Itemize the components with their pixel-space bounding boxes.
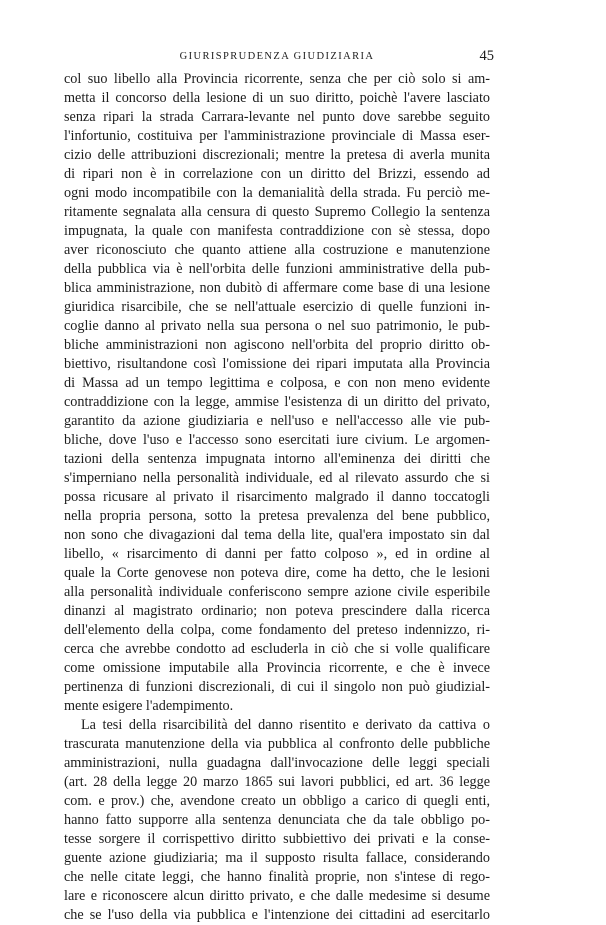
text-line: metta il concorso della lesione di un suo diritto, poichè l'avere lasciato xyxy=(64,90,490,106)
text-line: senza ripari la strada Carrara-levante nel punto dove sarebbe seguito xyxy=(64,109,490,125)
text-line: tesse sorgere il corrispettivo diritto subbiettivo dei privati e la conse- xyxy=(64,831,490,847)
text-line: l'infortunio, costituiva per l'amministrazione provinciale di Massa eser- xyxy=(64,128,490,144)
text-line: giuridica risarcibile, che se nell'attuale esercizio di quelle funzioni in- xyxy=(64,299,490,315)
text-line: come omissione imputabile alla Provincia ricorrente, e che è invece xyxy=(64,660,490,676)
text-line: blica amministrazione, non dubitò di affermare come base di una lesione xyxy=(64,280,490,296)
text-line: possa ricusare al privato il risarcimento malgrado il danno toccatogli xyxy=(64,489,490,505)
text-line: che nelle citate leggi, che hanno finalità proprie, non s'intese di rego- xyxy=(64,869,490,885)
text-line: di Massa ad un tempo legittima e colposa, e con non meno evidente xyxy=(64,375,490,391)
text-line: che se l'uso della via pubblica e l'intenzione dei cittadini ad esercitarlo xyxy=(64,907,490,923)
text-line: nella propria persona, sotto la pretesa prevalenza del bene pubblico, xyxy=(64,508,490,524)
text-line: garantito da azione giudiziaria e nell'uso e nell'accesso alle vie pub- xyxy=(64,413,490,429)
text-line: hanno fatto supporre alla sentenza denunciata che da tale obbligo po- xyxy=(64,812,490,828)
text-line: lare e riconoscere alcun diritto privato, e che dalle medesime si desume xyxy=(64,888,490,904)
text-line: trascurata manutenzione della via pubblica al confronto delle pubbliche xyxy=(64,736,490,752)
running-header xyxy=(64,48,494,65)
text-line: tazioni della sentenza impugnata intorno all'eminenza dei diritti che xyxy=(64,451,490,467)
text-line: della pubblica via è nell'orbita delle funzioni amministrative della pub- xyxy=(64,261,490,277)
text-line: bliche, dove l'uso e l'accesso sono esercitati iure civium. Le argomen- xyxy=(64,432,490,448)
text-line: s'imperniano nella personalità individuale, ed al rilevato assurdo che si xyxy=(64,470,490,486)
text-line: di ripari non è in correlazione con un diritto del Brizzi, essendo ad xyxy=(64,166,490,182)
running-title: GIURISPRUDENZA GIUDIZIARIA xyxy=(179,51,375,62)
text-line: libello, « risarcimento di danni per fatto colposo », ed in ordine al xyxy=(64,546,490,562)
text-line: alla personalità individuale conferiscono sempre azione civile esperibile xyxy=(64,584,490,600)
text-line: com. e prov.) che, avendone creato un obbligo a carico di quegli enti, xyxy=(64,793,490,809)
paragraph-end-line: mente esigere l'adempimento. xyxy=(64,698,234,714)
text-line: ogni modo incompatibile con la demanialità della strada. Fu perciò me- xyxy=(64,185,490,201)
text-line: impugnata, la quale con manifesta contraddizione con sè stessa, dopo xyxy=(64,223,490,239)
body-text xyxy=(64,70,490,925)
text-line: cerca che avrebbe condotto ad escluderla in ciò che si volle qualificare xyxy=(64,641,490,657)
text-line: dinanzi al magistrato ordinario; non poteva prescindere dalla ricerca xyxy=(64,603,490,619)
text-line: ritamente segnalata alla censura di questo Supremo Collegio la sentenza xyxy=(64,204,490,220)
text-line: biettivo, risultandone così l'omissione dei ripari imputata alla Provincia xyxy=(64,356,490,372)
text-line: cizio delle attribuzioni discrezionali; mentre la pretesa di averla munita xyxy=(64,147,490,163)
text-line: non sono che divagazioni dal tema della lite, qual'era impostato sin dal xyxy=(64,527,490,543)
text-line: coglie danno al privato nella sua persona o nel suo patrimonio, le pub- xyxy=(64,318,490,334)
text-line: pertinenza di funzioni discrezionali, di cui il singolo non può giudizial- xyxy=(64,679,490,695)
text-line: aver riconosciuto che quanto attiene alla costruzione e manutenzione xyxy=(64,242,490,258)
text-line: bliche amministrazioni non agiscono nell'orbita del proprio diritto ob- xyxy=(64,337,490,353)
text-line: guente azione giudiziaria; ma il supposto risulta fallace, considerando xyxy=(64,850,490,866)
text-line: dell'elemento della colpa, come fondamento del preteso indennizzo, ri- xyxy=(64,622,490,638)
text-line: quale la Corte genovese non poteva dire, come ha detto, che le lesioni xyxy=(64,565,490,581)
text-line: col suo libello alla Provincia ricorrente, senza che per ciò solo si am- xyxy=(64,71,490,87)
paragraph-start-line: La tesi della risarcibilità del danno risentito e derivato da cattiva o xyxy=(81,717,490,733)
text-line: (art. 28 della legge 20 marzo 1865 sui lavori pubblici, ed art. 36 legge xyxy=(64,774,490,790)
text-line: amministrazioni, nulla guadagna dall'invocazione delle leggi speciali xyxy=(64,755,490,771)
page-number: 45 xyxy=(479,48,494,64)
text-line: contraddizione con la legge, ammise l'esistenza di un diritto del privato, xyxy=(64,394,490,410)
